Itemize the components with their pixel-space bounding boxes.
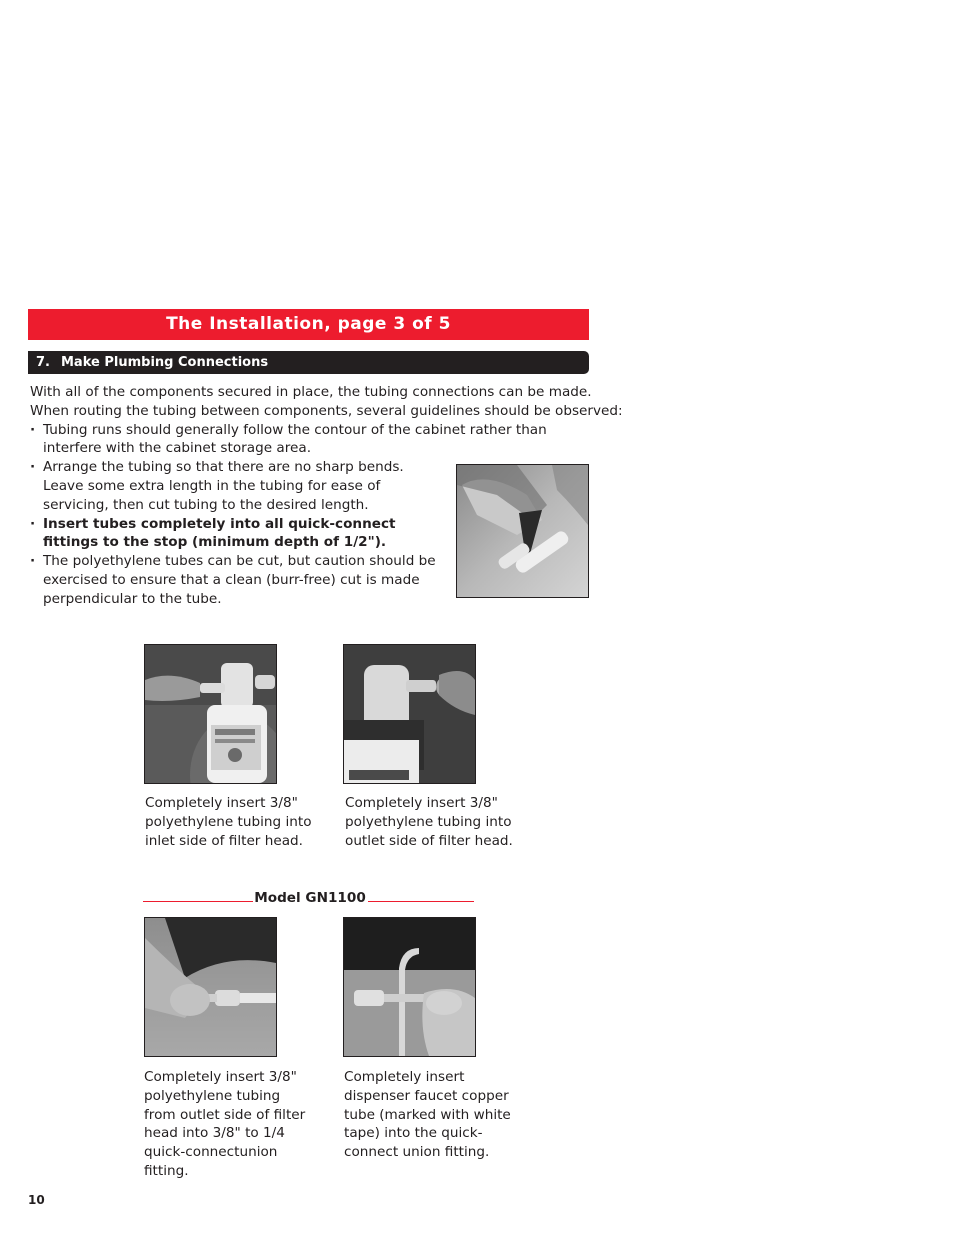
copper-tube-photo [343, 917, 476, 1057]
union-fitting-photo [144, 917, 277, 1057]
copper-caption: Completely insert dispenser faucet copper tube (marked with white tape) into the quick-connect union fitting. [344, 1069, 511, 1161]
intro-line-1: With all of the components secured in place, the tubing connections can be made. [30, 384, 592, 400]
intro-line-2: When routing the tubing between components, several guidelines should be observed: [30, 402, 623, 419]
outlet-filter-head-photo [343, 644, 476, 784]
outlet-caption: Completely insert 3/8" polyethylene tubing into outlet side of filter head. [345, 795, 513, 849]
model-label: Model GN1100 [254, 890, 366, 906]
guideline-item: · The polyethylene tubes can be cut, but caution should be exercised to ensure that a clean (burr-free) cut is made perpendicular to the tube. [30, 552, 443, 608]
guideline-item: · Insert tubes completely into all quick-connect fittings to the stop (minimum depth of 1/2"). [30, 515, 443, 553]
step-number: 7. [36, 355, 50, 370]
page-number: 10 [28, 1193, 45, 1207]
model-rule-left [143, 901, 253, 902]
inlet-caption: Completely insert 3/8" polyethylene tubing into inlet side of filter head. [145, 795, 312, 849]
guideline-item: · Arrange the tubing so that there are no sharp bends. Leave some extra length in the tubing for ease of servicing, then cut tubing to the desired length. [30, 458, 443, 514]
step-label: Make Plumbing Connections [61, 355, 269, 370]
knife-cutting-tube-photo [456, 464, 589, 598]
guideline-item: · Tubing runs should generally follow the contour of the cabinet rather than interfere with the cabinet storage area. [30, 421, 588, 459]
section-title: The Installation, page 3 of 5 [28, 309, 589, 340]
model-rule-right [368, 901, 474, 902]
step-header [28, 351, 589, 374]
union-caption: Completely insert 3/8" polyethylene tubing from outlet side of filter head into 3/8" to 1/4 quick-connectunion fitting. [144, 1069, 306, 1179]
inlet-filter-head-photo [144, 644, 277, 784]
